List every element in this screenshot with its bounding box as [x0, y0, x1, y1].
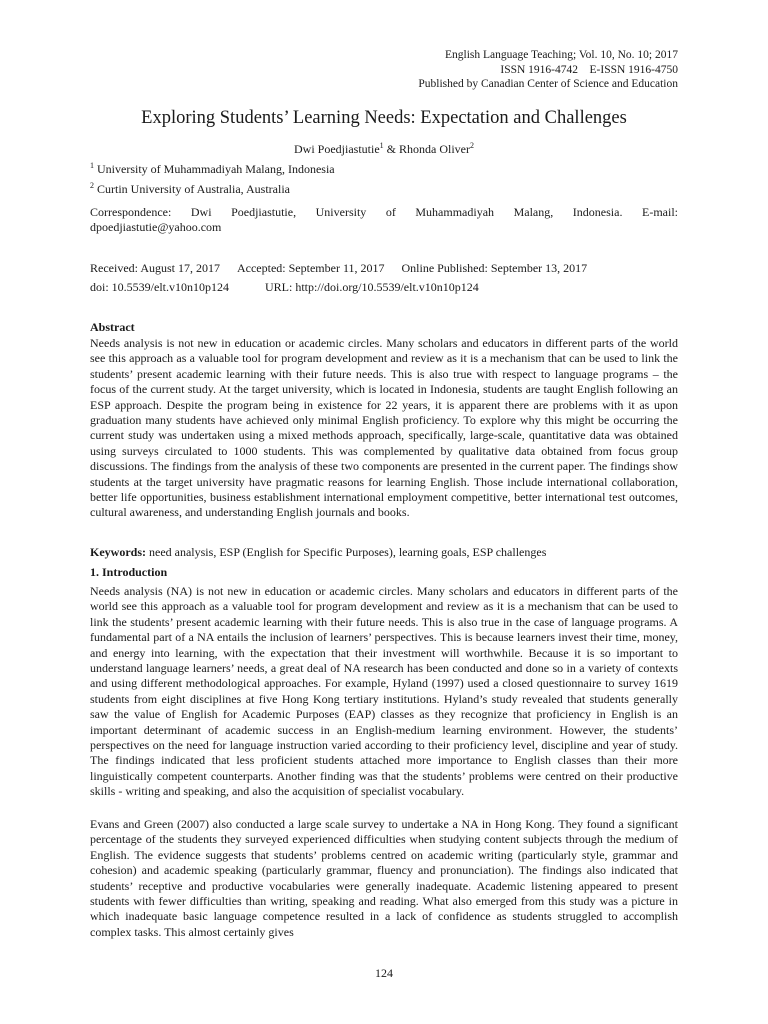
- received-date: Received: August 17, 2017: [90, 261, 220, 275]
- author-connector: &: [383, 142, 399, 156]
- keywords-line: [90, 545, 546, 560]
- dates-line: [90, 261, 587, 276]
- body-paragraph: Needs analysis (NA) is not new in education or academic circles. Many scholars and educators in different parts of the world see this approach as a valuable tool for program development and review as it is a mechanism that can be used to link the students’ present academic learning with their future needs. This is also true in the case of language programs. A fundamental part of a NA entails the inclusion of learners’ perspectives. This is because learners invest their time, money, and energy into learning, with the expectation that their investment will worthwhile. Because it is so important to understand language learners’ needs, a great deal of NA research has been conducted and done so in a variety of contexts and using different methodological approaches. For example, Hyland (1997) used a closed questionnaire to survey 1619 students from eight disciplines at five Hong Kong tertiary institutions. Hyland’s study revealed that students generally saw the value of English for Academic Purposes (EAP) classes as they recognize that proficiency in English is an important determinant of academic success in an English-medium learning environment. However, the students’ perspectives on the need for language instruction varied according to their proficiency level, discipline and year of study. The findings indicated that less proficient students attached more importance to English classes than their more linguistically competent counterparts. Another finding was that the students’ problems were centred on their productive skills - writing and speaking, and also the acquisition of specialist vocabulary.: [90, 584, 678, 799]
- affiliation-2: [90, 182, 290, 197]
- keywords-text: need analysis, ESP (English for Specific Purposes), learning goals, ESP challenges: [146, 545, 547, 559]
- journal-header: [418, 48, 678, 92]
- doi-line: [90, 280, 479, 295]
- introduction-para-2: [90, 817, 678, 940]
- keywords-label: Keywords:: [90, 545, 146, 559]
- abstract-paragraph: Needs analysis is not new in education or academic circles. Many scholars and educators in different parts of the world see this approach as a valuable tool for program development and review as it is a mechanism that can be used to link the students’ present academic learning with their future needs. This is also true with respect to language programs – the focus of the current study. At the target university, which is located in Indonesia, students are taught English following an ESP approach. Despite the program being in existence for 22 years, it is apparent there are problems with it as upon graduation many students have achieved only minimal English proficiency. To explore why this might be occurring the current study was undertaken using a mixed methods approach, specifically, large-scale, quantitative data was obtained using surveys circulated to 1000 students. This was complemented by qualitative data obtained from focus group discussions. The findings from the analysis of these two components are presented in the current paper. The findings show students at the target university have pragmatic reasons for learning English. Those include international collaboration, better life opportunities, business establishment international employment competitive, better international test outcomes, cultural awareness, and understanding English journals and books.: [90, 336, 678, 520]
- url-link[interactable]: URL: http://doi.org/10.5539/elt.v10n10p124: [265, 280, 479, 294]
- abstract-text: [90, 336, 678, 521]
- affiliation-marker: 1: [379, 141, 384, 150]
- affiliation-text: University of Muhammadiyah Malang, Indonesia: [97, 162, 335, 176]
- correspondence: Correspondence: Dwi Poedjiastutie, University of Muhammadiyah Malang, Indonesia. E-mail: dpoedjiastutie@yahoo.com: [90, 205, 678, 234]
- introduction-heading: 1. Introduction: [90, 565, 168, 579]
- abstract-heading: Abstract: [90, 320, 135, 334]
- journal-publisher: Published by Canadian Center of Science and Education: [418, 78, 678, 90]
- published-date: Online Published: September 13, 2017: [401, 261, 588, 275]
- page-number: 124: [375, 966, 393, 980]
- author-name: Dwi Poedjiastutie: [293, 142, 380, 156]
- journal-issue: English Language Teaching; Vol. 10, No. 10; 2017: [444, 49, 678, 61]
- author-name: Rhonda Oliver: [399, 142, 470, 156]
- accepted-date: Accepted: September 11, 2017: [236, 261, 385, 275]
- affiliation-text: Curtin University of Australia, Australia: [97, 182, 290, 196]
- doi-text: doi: 10.5539/elt.v10n10p124: [90, 280, 229, 294]
- paper-title: Exploring Students’ Learning Needs: Expectation and Challenges: [141, 108, 627, 128]
- affiliation-1: [90, 162, 335, 177]
- affiliation-marker: 2: [470, 141, 474, 150]
- affiliation-number: 1: [90, 161, 94, 170]
- affiliation-number: 2: [90, 181, 94, 190]
- introduction-para-1: [90, 584, 678, 800]
- author-line: [90, 142, 678, 157]
- journal-issn: ISSN 1916-4742 E-ISSN 1916-4750: [500, 63, 678, 76]
- body-paragraph: Evans and Green (2007) also conducted a large scale survey to undertake a NA in Hong Kong. They found a significant percentage of the students they surveyed experienced difficulties when studying content subjects through the medium of English. The evidence suggests that students’ problems centred on academic writing (particularly style, grammar and cohesion) and academic speaking (particularly grammar, fluency and pronunciation). The findings also indicated that students’ receptive and productive vocabularies were generally inadequate. Academic listening appeared to present students with fewer difficulties than writing, speaking and reading. What also emerged from this study was a picture in which inadequate basic language competence resulted in a lack of confidence as students struggled to accomplish complex tasks. This almost certainly gives: [90, 817, 678, 939]
